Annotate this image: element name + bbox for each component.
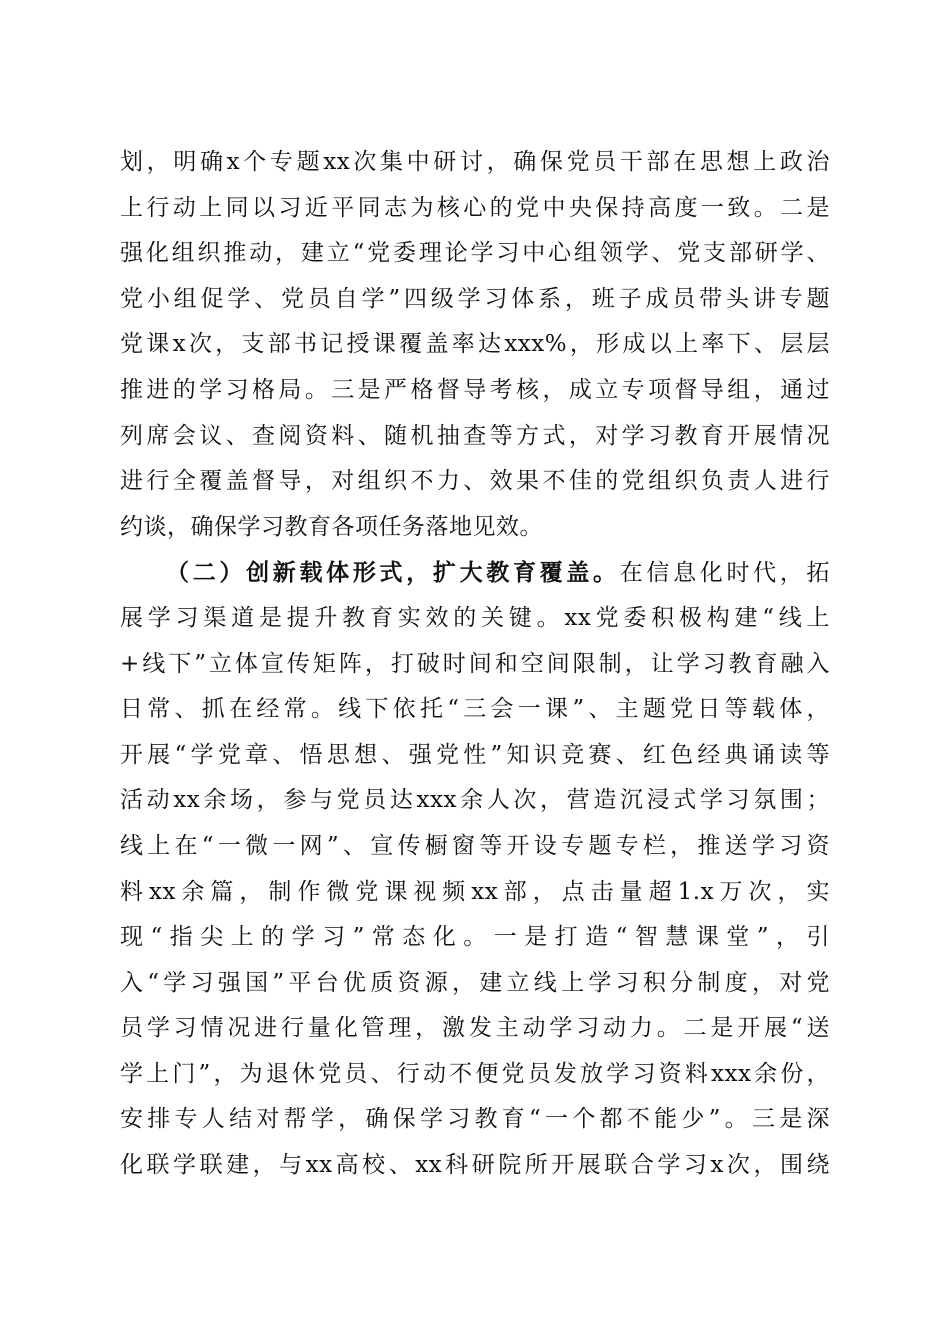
text-line: +线下”立体宣传矩阵，打破时间和空间限制，让学习教育融入: [120, 650, 830, 677]
text-line: 开展“学党章、悟思想、强党性”知识竞赛、红色经典诵读等: [120, 741, 830, 768]
text-line: 化联学联建，与xx高校、xx科研院所开展联合学习x次，围绕: [120, 1152, 830, 1179]
text-line: 学上门”，为退休党员、行动不便党员发放学习资料xxx余份，: [120, 1060, 830, 1087]
text-line: 约谈，确保学习教育各项任务落地见效。: [120, 513, 543, 540]
text-line: 现“指尖上的学习”常态化。一是打造“智慧课堂”，引: [120, 924, 830, 951]
text-line: 活动xx余场，参与党员达xxx余人次，营造沉浸式学习氛围；: [120, 787, 830, 814]
text-line: 展学习渠道是提升教育实效的关键。xx党委积极构建“线上: [120, 604, 830, 631]
text-line: 党小组促学、党员自学”四级学习体系，班子成员带头讲专题: [120, 285, 830, 312]
text-line: 推进的学习格局。三是严格督导考核，成立专项督导组，通过: [120, 376, 830, 403]
text-line: 列席会议、查阅资料、随机抽查等方式，对学习教育开展情况: [120, 422, 830, 449]
text-line: 安排专人结对帮学，确保学习教育“一个都不能少”。三是深: [120, 1106, 830, 1133]
body-text: [120, 140, 830, 1189]
section-heading-line: [120, 550, 830, 596]
text-line: 划，明确x个专题xx次集中研讨，确保党员干部在思想上政治: [120, 149, 830, 175]
text-line: 入“学习强国”平台优质资源，建立线上学习积分制度，对党: [120, 969, 830, 996]
text-line: 员学习情况进行量化管理，激发主动学习动力。二是开展“送: [120, 1015, 830, 1042]
section-heading: （二）创新载体形式，扩大教育覆盖。: [166, 559, 620, 587]
text-line: 日常、抓在经常。线下依托“三会一课”、主题党日等载体，: [120, 696, 830, 723]
text-line: 强化组织推动，建立“党委理论学习中心组领学、党支部研学、: [120, 240, 830, 267]
text-line: 上行动上同以习近平同志为核心的党中央保持高度一致。二是: [120, 194, 830, 221]
text-line: 进行全覆盖督导，对组织不力、效果不佳的党组织负责人进行: [120, 468, 830, 495]
text-line: 党课x次，支部书记授课覆盖率达xxx%，形成以上率下、层层: [120, 331, 830, 358]
section-heading-rest: 在信息化时代，拓: [619, 560, 830, 587]
text-line: 料xx余篇，制作微党课视频xx部，点击量超1.x万次，实: [120, 878, 830, 905]
text-line: 线上在“一微一网”、宣传橱窗等开设专题专栏，推送学习资: [120, 832, 830, 859]
